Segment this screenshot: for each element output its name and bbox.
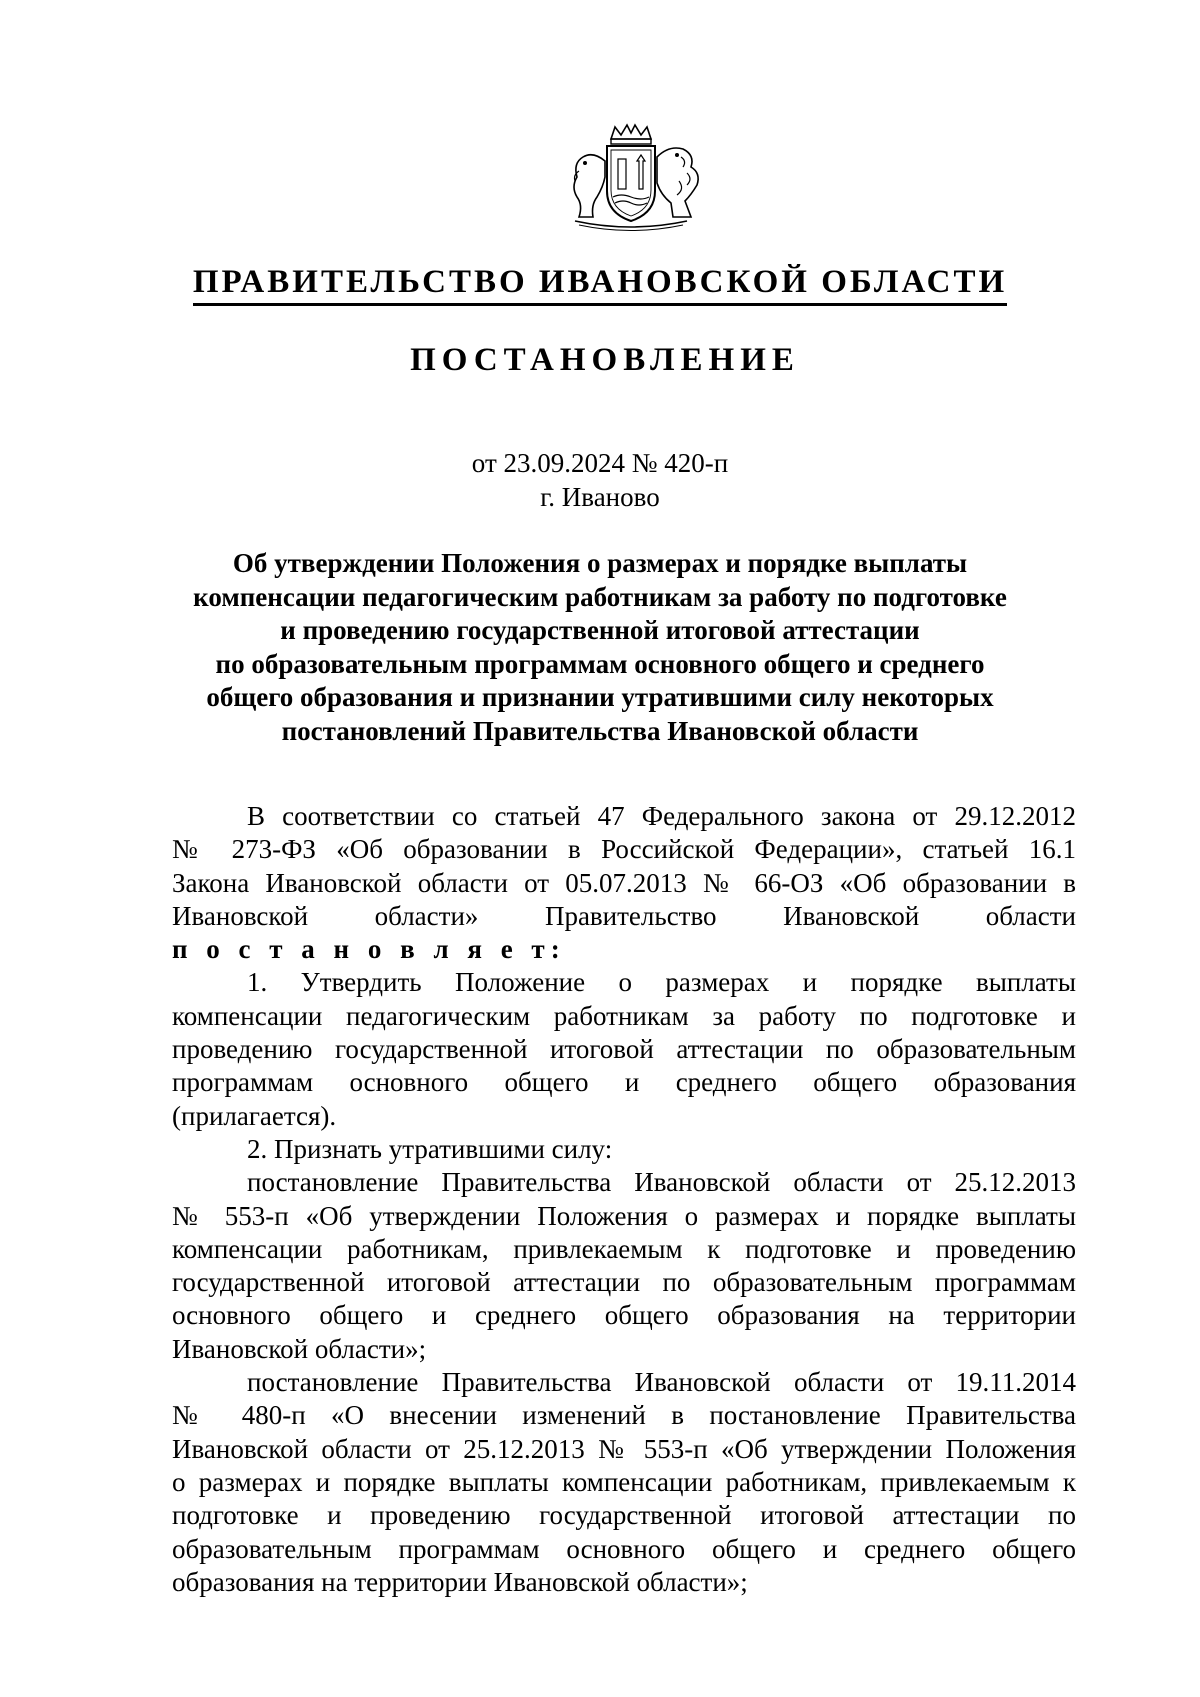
body-line: № 553-п «Об утверждении Положения о размерах и порядке выплаты <box>172 1200 1076 1231</box>
body-line: № 480-п «О внесении изменений в постановление Правительства <box>172 1400 1076 1431</box>
body-line: проведению государственной итоговой аттестации по образовательным <box>172 1034 1076 1065</box>
body-line: В соответствии со статьей 47 Федерального закона от 29.12.2012 <box>247 801 1076 831</box>
body-line: основного общего и среднего общего образования на территории <box>172 1300 1076 1331</box>
government-title <box>0 262 1200 306</box>
heading-line: общего образования и признании утратившими силу некоторых <box>206 682 994 712</box>
body-line: постановление Правительства Ивановской области от 19.11.2014 <box>247 1367 1076 1398</box>
body-line: Закона Ивановской области от 05.07.2013 № 66-ОЗ «Об образовании в <box>172 867 1076 898</box>
body-line: Ивановской области» Правительство Ивановской области <box>172 900 1076 931</box>
coat-of-arms-emblem <box>549 121 713 231</box>
heading-line: постановлений Правительства Ивановской области <box>281 715 919 746</box>
body-line: государственной итоговой аттестации по образовательным программам <box>172 1267 1076 1298</box>
body-line: Ивановской области от 25.12.2013 № 553-п «Об утверждении Положения <box>172 1433 1076 1464</box>
body-line: (прилагается). <box>172 1100 337 1131</box>
body-line: Ивановской области»; <box>172 1333 427 1364</box>
heading-line: компенсации педагогическим работникам за работу по подготовке <box>193 581 1007 612</box>
body-line: образовательным программам основного общего и среднего общего <box>172 1533 1076 1564</box>
heading-line: Об утверждении Положения о размерах и порядке выплаты <box>232 548 968 578</box>
body-line: 1. Утвердить Положение о размерах и порядке выплаты <box>247 967 1076 998</box>
resolution-word: п о с т а н о в л я е т: <box>172 934 566 965</box>
body-line: подготовке и проведению государственной итоговой аттестации по <box>172 1500 1076 1531</box>
body-line: образования на территории Ивановской области»; <box>172 1566 748 1597</box>
government-title-text: ПРАВИТЕЛЬСТВО ИВАНОВСКОЙ ОБЛАСТИ <box>193 262 1007 306</box>
document-type: ПОСТАНОВЛЕНИЕ <box>410 342 800 378</box>
body-line: программам основного общего и среднего общего образования <box>172 1067 1076 1098</box>
document-body <box>172 800 1076 1599</box>
heading-line: по образовательным программам основного общего и среднего <box>215 648 985 679</box>
body-line: о размерах и порядке выплаты компенсации работникам, привлекаемым к <box>172 1466 1076 1497</box>
body-line: 2. Признать утратившими силу: <box>247 1133 613 1164</box>
body-line: компенсации педагогическим работникам за работу по подготовке и <box>172 1000 1076 1031</box>
heading-line: и проведению государственной итоговой аттестации <box>280 615 920 645</box>
document-date-number: от 23.09.2024 № 420-п <box>471 448 729 478</box>
body-line: постановление Правительства Ивановской области от 25.12.2013 <box>247 1167 1076 1198</box>
body-line: № 273-ФЗ «Об образовании в Российской Федерации», статьей 16.1 <box>172 834 1076 865</box>
body-line: компенсации работникам, привлекаемым к подготовке и проведению <box>172 1233 1076 1264</box>
document-city: г. Иваново <box>540 482 660 512</box>
document-heading <box>160 547 1040 748</box>
